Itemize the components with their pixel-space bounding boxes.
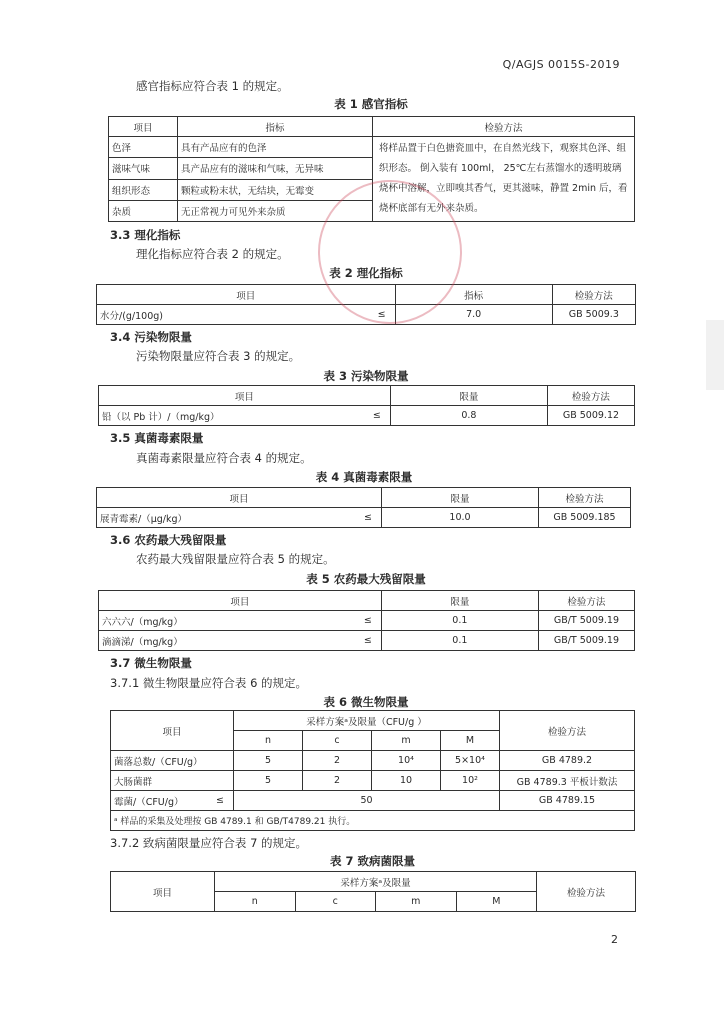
section-3-5: 3.5 真菌毒素限量 (110, 431, 204, 445)
table-cell: 0.1 (381, 631, 538, 651)
table-cell: 无正常视力可见外来杂质 (178, 200, 373, 221)
table-cell: 具有产品应有的色泽 (178, 137, 373, 158)
table-cell: 10² (441, 771, 500, 791)
section-3-6-text: 农药最大残留限量应符合表 5 的规定。 (136, 552, 335, 566)
table-cell: ≤ (364, 406, 391, 426)
table3-caption: 表 3 污染物限量 (323, 369, 409, 383)
table-cell: 5×10⁴ (441, 751, 500, 771)
table1-header-item: 项目 (109, 117, 178, 137)
table4-header-item: 项目 (97, 488, 382, 508)
table6-caption: 表 6 微生物限量 (323, 695, 409, 709)
table7-sub-M: M (456, 892, 537, 912)
table-cell: 5 (234, 751, 303, 771)
section-3-7-2: 3.7.2 致病菌限量应符合表 7 的规定。 (110, 836, 308, 850)
table-cell: 滴滴涕/（mg/kg） (99, 631, 355, 651)
table1-header-spec: 指标 (178, 117, 373, 137)
table6-footnote: ᵃ 样品的采集及处理按 GB 4789.1 和 GB/T4789.21 执行。 (111, 811, 635, 831)
table-cell: ≤ (355, 611, 382, 631)
table2-header-spec: 指标 (395, 285, 552, 305)
document-code: Q/AGJS 0015S-2019 (502, 58, 620, 71)
table-cell: GB 5009.12 (547, 406, 634, 426)
table1-method: 将样品置于白色搪瓷皿中，在自然光线下，观察其色泽、组织形态。 倒入装有 100ml， 25℃左右蒸馏水的透明玻璃烧杯中溶解，立即嗅其香气，更其滋味，静置 2min 后，看烧杯底部有无外来杂质。 (373, 137, 635, 222)
table-cell: 铅（以 Pb 计）/（mg/kg） (99, 406, 364, 426)
table-cell: 2 (303, 771, 372, 791)
table7 (110, 871, 636, 912)
table-cell: 霉菌/（CFU/g） (111, 791, 208, 811)
section-3-3-text: 理化指标应符合表 2 的规定。 (136, 247, 289, 261)
table7-sub-m: m (376, 892, 457, 912)
section-3-4: 3.4 污染物限量 (110, 330, 192, 344)
table7-sub-n: n (214, 892, 295, 912)
page-number: 2 (611, 933, 618, 946)
table6-header-plan: 采样方案ᵃ及限量（CFU/g ） (234, 711, 500, 731)
table-cell: 2 (303, 751, 372, 771)
table-cell: ≤ (369, 305, 396, 325)
table6 (110, 710, 635, 831)
scan-edge-mark (706, 320, 724, 390)
table6-sub-M: M (441, 731, 500, 751)
table6-header-item: 项目 (111, 711, 234, 751)
table6-header-method: 检验方法 (500, 711, 635, 751)
table5 (98, 590, 635, 651)
table-cell: ≤ (207, 791, 234, 811)
table4-caption: 表 4 真菌毒素限量 (315, 470, 413, 484)
table-cell: 0.8 (390, 406, 547, 426)
table3-header-item: 项目 (99, 386, 391, 406)
table-cell: ≤ (355, 508, 382, 528)
table6-sub-m: m (372, 731, 441, 751)
table-cell: 5 (234, 771, 303, 791)
table7-sub-c: c (295, 892, 376, 912)
table-cell: GB 4789.15 (500, 791, 635, 811)
section-3-7-1: 3.7.1 微生物限量应符合表 6 的规定。 (110, 676, 308, 690)
table4 (96, 487, 631, 528)
table-cell: 10⁴ (372, 751, 441, 771)
table3-header-method: 检验方法 (547, 386, 634, 406)
table-cell: 展青霉素/（μg/kg） (97, 508, 355, 528)
table7-header-method: 检验方法 (537, 872, 636, 912)
table-cell: 颗粒或粉末状，无结块，无霉变 (178, 179, 373, 200)
table1-header-method: 检验方法 (373, 117, 635, 137)
table-cell: ≤ (355, 631, 382, 651)
table-cell: 六六六/（mg/kg） (99, 611, 355, 631)
table2-caption: 表 2 理化指标 (329, 266, 403, 280)
table2-header-method: 检验方法 (552, 285, 635, 305)
table-cell: 10.0 (381, 508, 538, 528)
section-3-5-text: 真菌毒素限量应符合表 4 的规定。 (136, 451, 312, 465)
table2-header-item: 项目 (97, 285, 396, 305)
table-cell: 大肠菌群 (111, 771, 234, 791)
table-cell: 7.0 (395, 305, 552, 325)
table5-header-item: 项目 (99, 591, 382, 611)
table-cell: GB 4789.3 平板计数法 (500, 771, 635, 791)
table1-caption: 表 1 感官指标 (334, 97, 408, 111)
section-3-7: 3.7 微生物限量 (110, 656, 192, 670)
table-cell: 水分/(g/100g) (97, 305, 369, 325)
table-cell: 组织形态 (109, 179, 178, 200)
table4-header-method: 检验方法 (538, 488, 630, 508)
sensory-intro: 感官指标应符合表 1 的规定。 (136, 79, 289, 93)
table-cell: 色泽 (109, 137, 178, 158)
table-cell: GB 5009.3 (552, 305, 635, 325)
table5-header-limit: 限量 (381, 591, 538, 611)
table3-header-limit: 限量 (390, 386, 547, 406)
table-cell: 0.1 (381, 611, 538, 631)
section-3-3: 3.3 理化指标 (110, 228, 181, 242)
table-cell: 滋味气味 (109, 158, 178, 179)
table-cell: 具产品应有的滋味和气味，无异味 (178, 158, 373, 179)
table-cell: GB/T 5009.19 (538, 611, 634, 631)
section-3-4-text: 污染物限量应符合表 3 的规定。 (136, 349, 301, 363)
table-cell: 50 (234, 791, 500, 811)
table5-header-method: 检验方法 (538, 591, 634, 611)
section-3-6: 3.6 农药最大残留限量 (110, 533, 227, 547)
table4-header-limit: 限量 (381, 488, 538, 508)
table6-sub-n: n (234, 731, 303, 751)
table-cell: 10 (372, 771, 441, 791)
table7-header-plan: 采样方案ᵃ及限量 (214, 872, 536, 892)
table5-caption: 表 5 农药最大残留限量 (306, 572, 426, 586)
table-cell: 菌落总数/（CFU/g） (111, 751, 234, 771)
table6-sub-c: c (303, 731, 372, 751)
table-cell: GB 4789.2 (500, 751, 635, 771)
table-cell: 杂质 (109, 200, 178, 221)
table7-header-item: 项目 (111, 872, 215, 912)
table3 (98, 385, 635, 426)
table-cell: GB/T 5009.19 (538, 631, 634, 651)
table7-caption: 表 7 致病菌限量 (329, 854, 415, 868)
official-seal (318, 180, 462, 324)
table-cell: GB 5009.185 (538, 508, 630, 528)
